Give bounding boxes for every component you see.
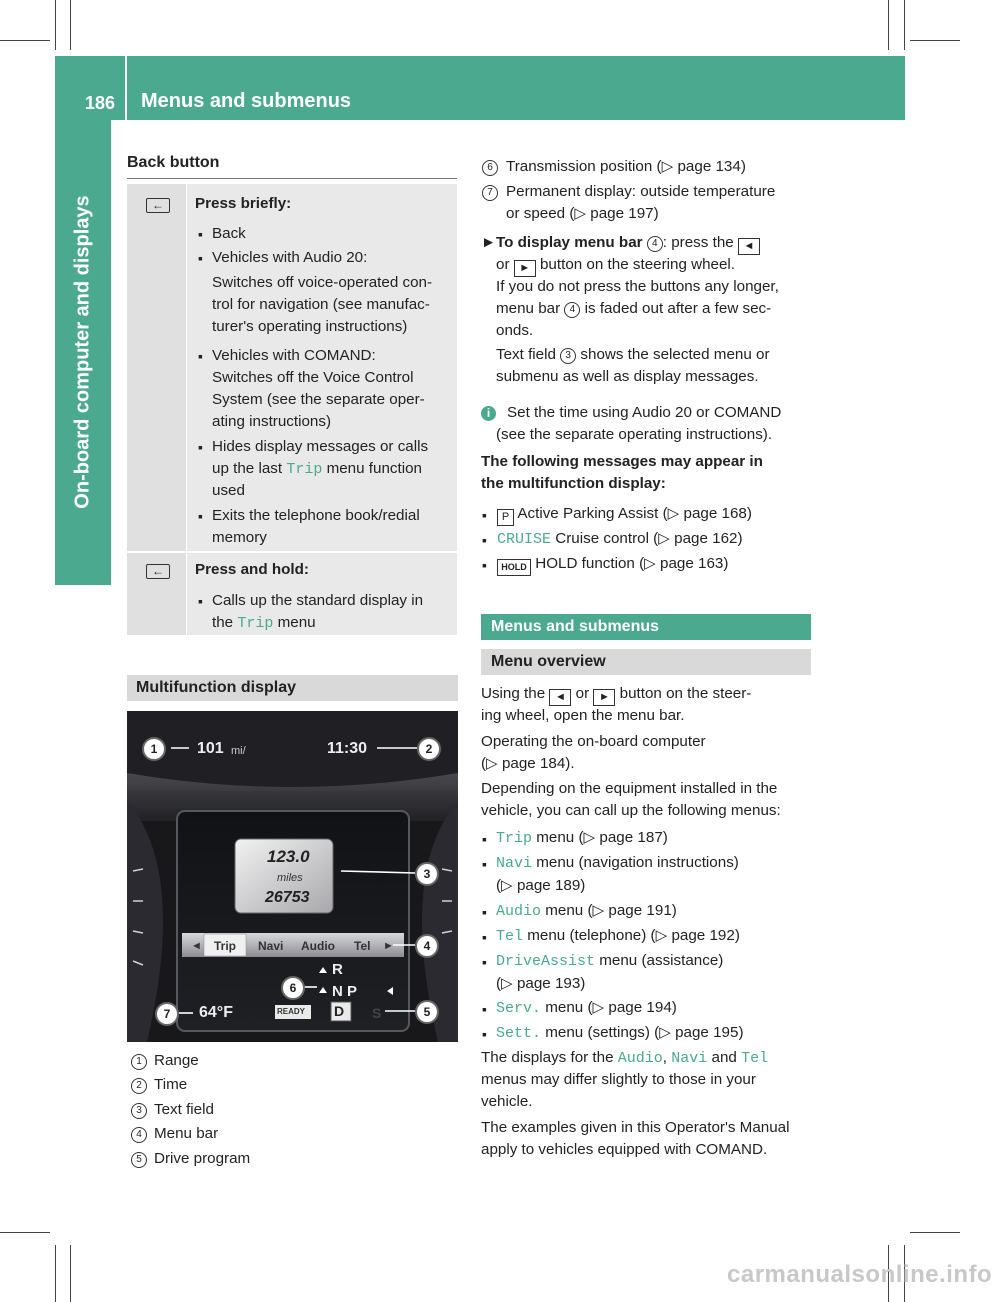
- gear-s: S: [372, 1005, 382, 1021]
- crop-mark: [888, 0, 889, 50]
- instruction-line: [496, 232, 760, 255]
- text: menu (navigation instructions): [536, 854, 739, 871]
- text: menu function: [326, 460, 422, 477]
- legend-label: Drive program: [154, 1150, 251, 1167]
- bullet: ▪: [482, 507, 487, 523]
- menu-list-item: [496, 950, 723, 973]
- paragraph-line: vehicle, you can call up the following menus:: [481, 802, 781, 819]
- callout-2: 2: [417, 737, 441, 761]
- instruction-line: [496, 298, 771, 320]
- page-number: 186: [85, 93, 116, 113]
- menu-code: Tel: [741, 1050, 769, 1067]
- menu-overview-heading: Menu overview: [481, 649, 811, 675]
- back-button-heading: Back button: [127, 154, 220, 171]
- time-readout: 11:30: [327, 740, 368, 757]
- legend-label: Range: [154, 1052, 199, 1069]
- trip-value: 123.0: [267, 847, 310, 866]
- bullet: ▪: [198, 439, 203, 455]
- instruction-arrow-icon: ►: [481, 234, 497, 251]
- list-item-detail: [212, 612, 316, 635]
- right-button-icon: ►: [593, 689, 615, 706]
- legend-item: [482, 156, 498, 178]
- menu-code: Tel: [496, 928, 524, 945]
- multifunction-display-photo: [127, 711, 458, 1042]
- callout-6: 6: [281, 976, 305, 1000]
- menu-bar-item-audio: Audio: [301, 939, 335, 953]
- menu-list-item: [496, 852, 739, 875]
- text: menu (assistance): [599, 952, 724, 969]
- legend-label: Permanent display: outside temperature: [506, 183, 776, 200]
- list-item: Back: [212, 225, 246, 242]
- paragraph-line: vehicle.: [481, 1093, 533, 1110]
- text: menu (▷ page 187): [536, 829, 668, 846]
- menu-list-item: [496, 900, 677, 923]
- text: menu bar: [496, 300, 561, 317]
- menu-list-item: [496, 827, 668, 850]
- paragraph-line: Depending on the equipment installed in the: [481, 780, 778, 797]
- instruction-line: [496, 344, 770, 366]
- left-button-icon: ◄: [738, 238, 760, 255]
- menu-code: Audio: [617, 1050, 663, 1067]
- header-divider: [125, 56, 127, 120]
- messages-heading: the multifunction display:: [481, 475, 666, 492]
- text: HOLD function (▷ page 163): [535, 555, 729, 572]
- legend-number: 4: [131, 1127, 147, 1143]
- list-item-detail: [212, 458, 422, 481]
- bullet: ▪: [482, 557, 487, 573]
- text: Using the: [481, 685, 546, 702]
- callout-1: 1: [142, 737, 166, 761]
- legend-number: 5: [131, 1152, 147, 1168]
- menu-bar-item-navi: Navi: [258, 939, 284, 953]
- text: or: [496, 256, 510, 273]
- menus-submenus-heading: Menus and submenus: [481, 614, 811, 640]
- list-item-detail: System (see the separate oper-: [212, 391, 425, 408]
- legend-item: [131, 1099, 147, 1121]
- outside-temperature: 64°F: [199, 1004, 233, 1021]
- text: The displays for the: [481, 1049, 614, 1066]
- legend-item: [482, 181, 498, 203]
- bullet: ▪: [198, 348, 203, 364]
- text: menu (settings) (▷ page 195): [545, 1024, 744, 1041]
- bullet: ▪: [198, 226, 203, 242]
- menu-list-item: [496, 925, 740, 948]
- chapter-tab: [55, 120, 111, 585]
- text: button on the steering wheel.: [539, 256, 736, 273]
- bullet: ▪: [482, 904, 487, 920]
- menu-list-item: [496, 997, 677, 1020]
- paragraph-line: menus may differ slightly to those in your: [481, 1071, 756, 1088]
- list-item-detail: trol for navigation (see manufac-: [212, 296, 430, 313]
- right-button-icon: ►: [514, 260, 536, 277]
- crop-mark: [0, 1232, 50, 1233]
- legend-number: 2: [131, 1078, 147, 1094]
- legend-item: [131, 1050, 147, 1072]
- paragraph-line: Operating the on-board computer: [481, 733, 706, 750]
- chapter-tab-label: On-board computer and displays: [71, 195, 94, 509]
- message-item: [497, 503, 752, 526]
- bullet: ▪: [482, 856, 487, 872]
- text: is faded out after a few sec-: [584, 300, 772, 317]
- message-item: [497, 553, 728, 576]
- text: and: [711, 1049, 737, 1066]
- menu-list-item: [496, 1022, 744, 1045]
- menu-list-item-detail: (▷ page 189): [496, 877, 586, 894]
- menu-code: DriveAssist: [496, 953, 596, 970]
- table-top-rule: [127, 178, 457, 179]
- menu-code: Serv.: [496, 1000, 542, 1017]
- list-item: Calls up the standard display in: [212, 592, 424, 609]
- bullet: ▪: [198, 508, 203, 524]
- paragraph-line: The displays for the Audio, Navi and Tel: [481, 1049, 769, 1067]
- text: menu: [277, 614, 316, 631]
- text: shows the selected menu or: [580, 346, 770, 363]
- gear-d: D: [334, 1003, 345, 1019]
- back-key-icon: ←: [146, 198, 170, 213]
- menu-code: Sett.: [496, 1025, 542, 1042]
- crop-mark: [55, 1245, 56, 1302]
- bullet: ▪: [482, 929, 487, 945]
- text: the: [212, 614, 234, 631]
- legend-number: 3: [131, 1103, 147, 1119]
- menu-bar-item-tel: Tel: [354, 939, 371, 953]
- info-text: (see the separate operating instructions).: [496, 426, 773, 443]
- instruction-line: onds.: [496, 322, 534, 339]
- legend-label: Transmission position (▷ page 134): [506, 158, 746, 175]
- text: Cruise control (▷ page 162): [555, 530, 743, 547]
- text: or: [575, 685, 590, 702]
- crop-mark: [70, 1245, 71, 1302]
- instruction-line: If you do not press the buttons any longer,: [496, 278, 779, 295]
- crop-mark: [910, 1232, 960, 1233]
- list-item-detail: ating instructions): [212, 413, 332, 430]
- left-button-icon: ◄: [549, 689, 571, 706]
- bullet: ▪: [482, 954, 487, 970]
- legend-number: 6: [482, 160, 498, 176]
- callout-3: 3: [415, 862, 439, 886]
- legend-item: [131, 1123, 147, 1145]
- list-item: Vehicles with Audio 20:: [212, 249, 368, 266]
- odometer-readout: 26753: [265, 889, 310, 906]
- menu-bar-right-arrow: ►: [383, 940, 394, 952]
- page-title: Menus and submenus: [141, 90, 352, 112]
- text: menu (▷ page 191): [545, 902, 677, 919]
- bullet: ▪: [482, 1026, 487, 1042]
- gear-np: N P: [332, 983, 358, 1000]
- text: Active Parking Assist (▷ page 168): [517, 505, 752, 522]
- paragraph-line: (▷ page 184).: [481, 755, 575, 772]
- watermark: carmanualsonline.info: [727, 1261, 992, 1288]
- legend-item: [131, 1148, 147, 1170]
- crop-mark: [70, 0, 71, 50]
- list-item-detail: Switches off voice-operated con-: [212, 274, 433, 291]
- message-item: [497, 528, 743, 551]
- bullet: ▪: [198, 250, 203, 266]
- menu-code: Audio: [496, 903, 542, 920]
- crop-mark: [0, 40, 50, 41]
- paragraph-line: The examples given in this Operator's Manual: [481, 1119, 790, 1136]
- legend-label: or speed (▷ page 197): [506, 205, 659, 222]
- list-item: Exits the telephone book/redial: [212, 507, 420, 524]
- bullet: ▪: [198, 593, 203, 609]
- list-item-detail: used: [212, 482, 245, 499]
- callout-5: 5: [415, 1000, 439, 1024]
- menu-list-item-detail: (▷ page 193): [496, 975, 586, 992]
- crop-mark: [904, 0, 905, 50]
- messages-heading: The following messages may appear in: [481, 453, 763, 470]
- text: up the last: [212, 460, 283, 477]
- press-briefly-title: Press briefly:: [195, 195, 292, 212]
- text: menu (▷ page 194): [545, 999, 677, 1016]
- menu-code: Navi: [496, 855, 533, 872]
- text: : press the: [662, 234, 734, 251]
- legend-label: Text field: [154, 1101, 214, 1118]
- info-icon: i: [481, 402, 496, 424]
- callout-ref: 4: [564, 302, 580, 318]
- callout-ref: 3: [560, 348, 576, 364]
- trip-code: Trip: [286, 461, 323, 478]
- bullet: ▪: [482, 831, 487, 847]
- legend-label: Menu bar: [154, 1125, 219, 1142]
- paragraph-line: ing wheel, open the menu bar.: [481, 707, 685, 724]
- gear-r: R: [332, 961, 343, 978]
- list-item: Hides display messages or calls: [212, 438, 429, 455]
- cruise-code: CRUISE: [497, 531, 552, 548]
- list-item-detail: turer's operating instructions): [212, 318, 408, 335]
- list-item-detail: Switches off the Voice Control: [212, 369, 414, 386]
- menu-code: Trip: [496, 830, 533, 847]
- text: menu (telephone) (▷ page 192): [527, 927, 740, 944]
- list-item-detail: memory: [212, 529, 267, 546]
- legend-number: 7: [482, 185, 498, 201]
- menu-code: Navi: [671, 1050, 708, 1067]
- menu-bar-left-arrow: ◄: [191, 940, 202, 952]
- list-item: Vehicles with COMAND:: [212, 347, 376, 364]
- ready-badge: READY: [277, 1007, 306, 1016]
- legend-item: [131, 1074, 147, 1096]
- instruction-line: submenu as well as display messages.: [496, 368, 759, 385]
- paragraph-line: [481, 683, 751, 706]
- trip-code: Trip: [237, 615, 274, 632]
- crop-mark: [55, 0, 56, 50]
- instruction-bold: To display menu bar: [496, 234, 643, 251]
- instruction-line: [496, 254, 735, 277]
- legend-label: Time: [154, 1076, 188, 1093]
- crop-mark: [910, 40, 960, 41]
- bullet: ▪: [482, 1001, 487, 1017]
- hold-icon: HOLD: [497, 559, 531, 576]
- range-readout: 101: [197, 740, 224, 757]
- range-unit: mi/: [231, 745, 246, 757]
- text: button on the steer-: [619, 685, 752, 702]
- table-key-cell: [127, 184, 186, 551]
- text: Text field: [496, 346, 556, 363]
- parking-icon: P: [497, 509, 514, 526]
- callout-7: 7: [155, 1002, 179, 1026]
- multifunction-heading: Multifunction display: [127, 675, 458, 701]
- paragraph-line: apply to vehicles equipped with COMAND.: [481, 1141, 768, 1158]
- menu-bar-item-trip: Trip: [214, 939, 237, 953]
- back-key-icon: ←: [146, 564, 170, 579]
- legend-number: 1: [131, 1054, 147, 1070]
- trip-unit: miles: [277, 872, 303, 884]
- callout-4: 4: [415, 934, 439, 958]
- info-text: Set the time using Audio 20 or COMAND: [507, 404, 782, 421]
- press-hold-title: Press and hold:: [195, 561, 309, 578]
- callout-ref: 4: [647, 236, 663, 252]
- bullet: ▪: [482, 532, 487, 548]
